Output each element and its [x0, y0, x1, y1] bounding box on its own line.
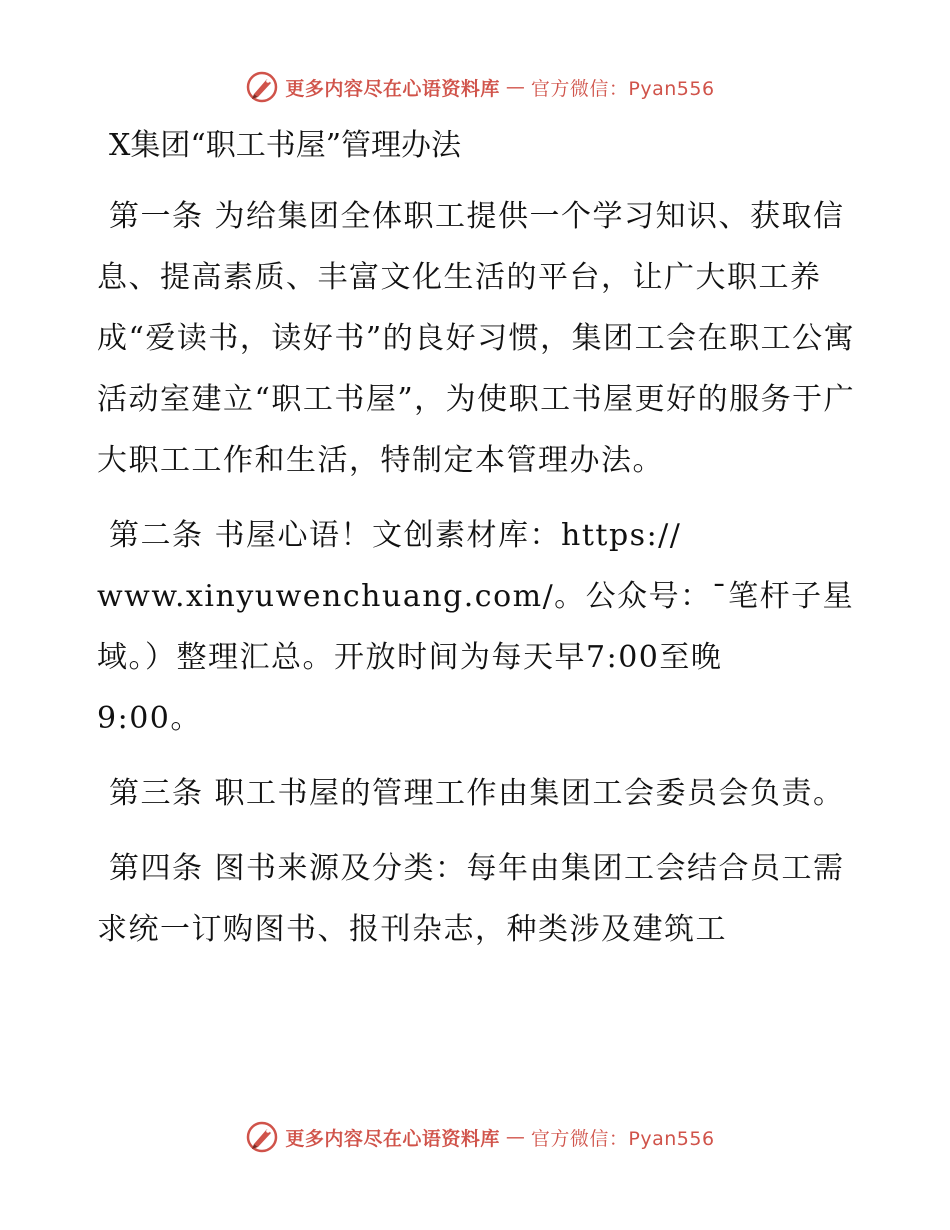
- article-1-text: 第一条 为给集团全体职工提供一个学习知识、获取信息、提高素质、丰富文化生活的平台，让广大职工养成“爱读书，读好书”的良好习惯，集团工会在职工公寓活动室建立“职工书屋”，为使职工书屋更好的服务于广大职工工作和生活，特制定本管理办法。: [97, 199, 856, 478]
- watermark-main-text: 更多内容尽在心语资料库: [285, 1127, 500, 1150]
- watermark-dash: —: [505, 76, 525, 98]
- article-3-text: 第三条 职工书屋的管理工作由集团工会委员会负责。: [109, 776, 845, 811]
- article-4: [97, 838, 857, 960]
- document-title: X集团“职工书屋”管理办法: [109, 128, 462, 163]
- article-2: [97, 505, 857, 749]
- watermark-dash: —: [505, 1126, 525, 1148]
- pen-logo-icon: [245, 1120, 279, 1154]
- watermark-wechat-text: 官方微信：Pyan556: [530, 77, 715, 100]
- watermark-main-text: 更多内容尽在心语资料库: [285, 77, 500, 100]
- article-4-text: 第四条 图书来源及分类：每年由集团工会结合员工需求统一订购图书、报刊杂志，种类涉及建筑工: [97, 851, 845, 947]
- watermark-wechat-text: 官方微信：Pyan556: [530, 1127, 715, 1150]
- watermark-group: [245, 1120, 714, 1154]
- footer-watermark: [0, 1120, 950, 1160]
- article-1: [97, 186, 857, 491]
- document-body: [97, 120, 857, 974]
- pen-logo-icon: [245, 70, 279, 104]
- article-3: [97, 763, 857, 824]
- article-2-text: 第二条 书屋心语！文创素材库：https:// www.xinyuwenchuang.com/。公众号：¯笔杆子星 域。）整理汇总。开放时间为每天早7:00至晚 9:00。: [97, 518, 855, 736]
- header-watermark: [0, 70, 950, 110]
- watermark-group: [245, 70, 714, 104]
